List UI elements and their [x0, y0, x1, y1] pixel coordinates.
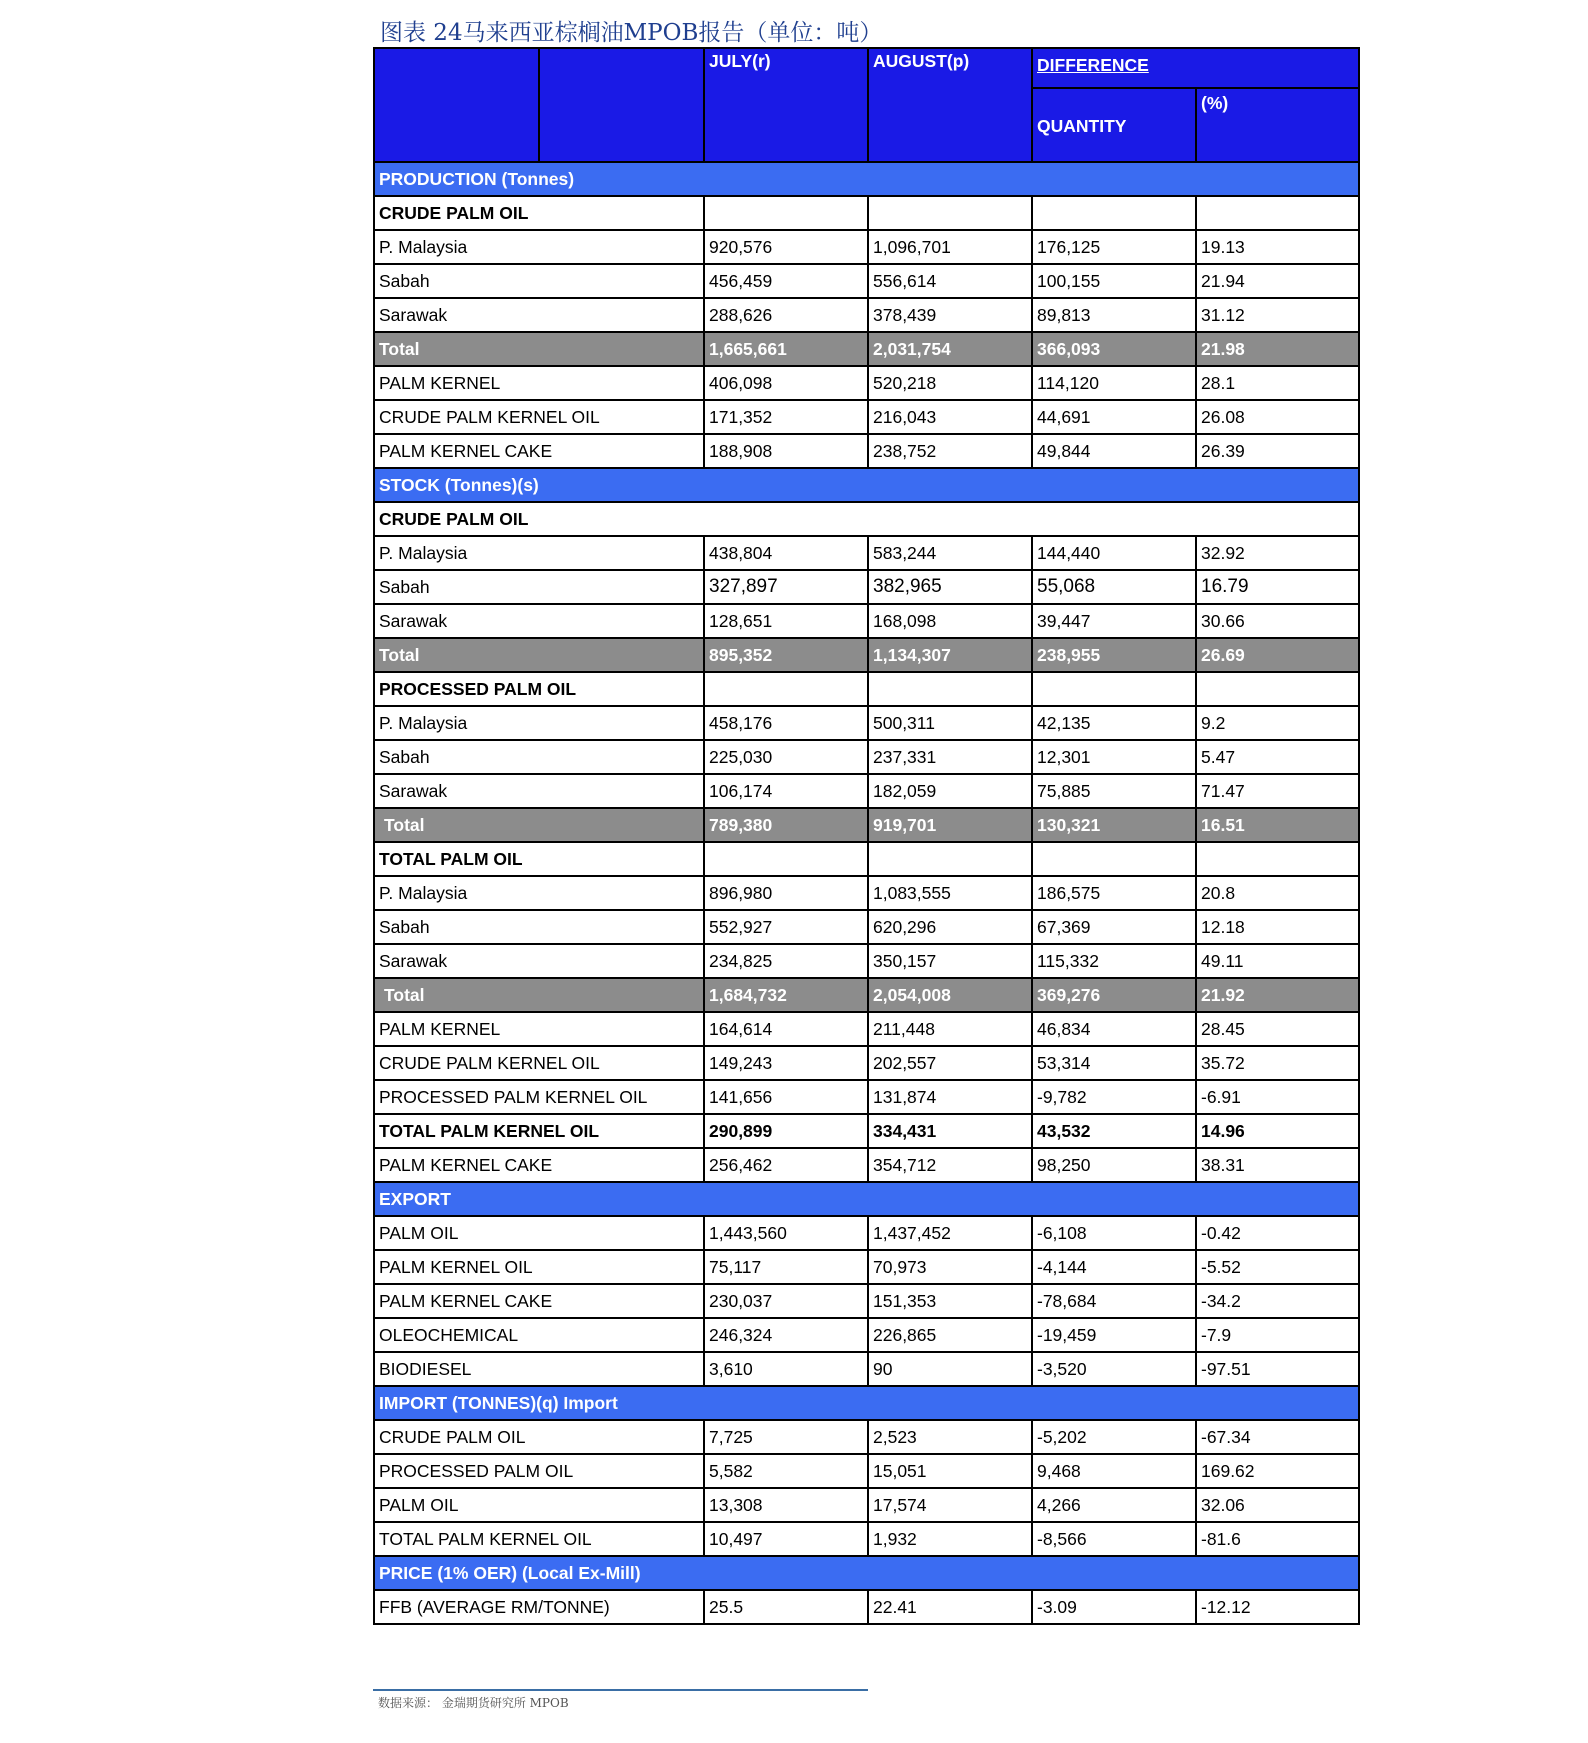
table-row	[374, 1420, 1359, 1454]
value-august: 382,965	[868, 570, 1032, 604]
value-august: 90	[868, 1352, 1032, 1386]
value-august	[868, 196, 1032, 230]
value-diff-quantity: -78,684	[1032, 1284, 1196, 1318]
value-august	[868, 672, 1032, 706]
value-diff-percent: 169.62	[1196, 1454, 1359, 1488]
value-diff-percent: 9.2	[1196, 706, 1359, 740]
value-august: 237,331	[868, 740, 1032, 774]
header-difference-label: DIFFERENCE	[1037, 55, 1149, 75]
header-row-top	[374, 48, 1359, 88]
table-row	[374, 1284, 1359, 1318]
value-july: 789,380	[704, 808, 868, 842]
section-row	[374, 468, 1359, 502]
value-diff-percent: 30.66	[1196, 604, 1359, 638]
value-august: 520,218	[868, 366, 1032, 400]
value-july: 141,656	[704, 1080, 868, 1114]
row-label: Sabah	[374, 740, 704, 774]
row-label: Sarawak	[374, 604, 704, 638]
value-july: 456,459	[704, 264, 868, 298]
row-label: TOTAL PALM OIL	[374, 842, 704, 876]
value-july: 406,098	[704, 366, 868, 400]
group-row	[374, 196, 1359, 230]
value-diff-quantity: 98,250	[1032, 1148, 1196, 1182]
value-july: 288,626	[704, 298, 868, 332]
value-diff-quantity: -3.09	[1032, 1590, 1196, 1624]
table-row	[374, 944, 1359, 978]
value-august: 15,051	[868, 1454, 1032, 1488]
row-label: Sarawak	[374, 944, 704, 978]
row-label: CRUDE PALM KERNEL OIL	[374, 400, 704, 434]
value-diff-percent: -6.91	[1196, 1080, 1359, 1114]
table-row	[374, 1454, 1359, 1488]
row-label: PALM KERNEL CAKE	[374, 1284, 704, 1318]
value-july: 7,725	[704, 1420, 868, 1454]
row-label: Sarawak	[374, 774, 704, 808]
value-july: 552,927	[704, 910, 868, 944]
value-diff-quantity: 55,068	[1032, 570, 1196, 604]
row-label: P. Malaysia	[374, 876, 704, 910]
row-label: Sabah	[374, 910, 704, 944]
value-july: 458,176	[704, 706, 868, 740]
value-diff-percent: 21.98	[1196, 332, 1359, 366]
row-label: PROCESSED PALM OIL	[374, 672, 704, 706]
value-august: 2,523	[868, 1420, 1032, 1454]
row-label: Total	[374, 808, 704, 842]
group-row	[374, 842, 1359, 876]
header-august: AUGUST(p)	[868, 48, 1032, 162]
row-label: CRUDE PALM OIL	[374, 1420, 704, 1454]
value-july: 10,497	[704, 1522, 868, 1556]
value-diff-quantity: -8,566	[1032, 1522, 1196, 1556]
total-row	[374, 808, 1359, 842]
table-row	[374, 1522, 1359, 1556]
value-july: 25.5	[704, 1590, 868, 1624]
value-august: 182,059	[868, 774, 1032, 808]
section-row	[374, 1182, 1359, 1216]
value-diff-percent: 14.96	[1196, 1114, 1359, 1148]
value-july: 920,576	[704, 230, 868, 264]
mpob-report-table	[373, 47, 1360, 1625]
table-row	[374, 1250, 1359, 1284]
value-july: 225,030	[704, 740, 868, 774]
value-july: 895,352	[704, 638, 868, 672]
section-label: STOCK (Tonnes)(s)	[374, 468, 1359, 502]
table-row	[374, 400, 1359, 434]
table-row	[374, 1012, 1359, 1046]
value-diff-quantity: 366,093	[1032, 332, 1196, 366]
value-july	[704, 842, 868, 876]
row-label: PROCESSED PALM KERNEL OIL	[374, 1080, 704, 1114]
value-diff-percent: 21.94	[1196, 264, 1359, 298]
value-july: 896,980	[704, 876, 868, 910]
row-label: PALM KERNEL CAKE	[374, 434, 704, 468]
row-label: TOTAL PALM KERNEL OIL	[374, 1114, 704, 1148]
value-diff-percent: 16.51	[1196, 808, 1359, 842]
value-diff-quantity: 12,301	[1032, 740, 1196, 774]
value-august: 238,752	[868, 434, 1032, 468]
table-row	[374, 434, 1359, 468]
value-diff-percent: -34.2	[1196, 1284, 1359, 1318]
table-row	[374, 230, 1359, 264]
row-label: PALM KERNEL CAKE	[374, 1148, 704, 1182]
value-diff-percent: 28.45	[1196, 1012, 1359, 1046]
value-august: 1,083,555	[868, 876, 1032, 910]
value-july: 5,582	[704, 1454, 868, 1488]
value-july: 75,117	[704, 1250, 868, 1284]
value-august: 500,311	[868, 706, 1032, 740]
value-august: 151,353	[868, 1284, 1032, 1318]
table-row	[374, 1352, 1359, 1386]
table-row	[374, 264, 1359, 298]
value-august: 334,431	[868, 1114, 1032, 1148]
value-diff-percent: -97.51	[1196, 1352, 1359, 1386]
table-row	[374, 570, 1359, 604]
value-july: 106,174	[704, 774, 868, 808]
table-row	[374, 1488, 1359, 1522]
value-diff-percent	[1196, 196, 1359, 230]
value-diff-percent: 16.79	[1196, 570, 1359, 604]
value-august: 211,448	[868, 1012, 1032, 1046]
value-august: 70,973	[868, 1250, 1032, 1284]
value-august: 354,712	[868, 1148, 1032, 1182]
value-august: 226,865	[868, 1318, 1032, 1352]
value-diff-percent: 26.08	[1196, 400, 1359, 434]
total-row	[374, 978, 1359, 1012]
row-label: BIODIESEL	[374, 1352, 704, 1386]
group-row	[374, 502, 1359, 536]
value-august: 350,157	[868, 944, 1032, 978]
report-title: 图表 24马来西亚棕榈油MPOB报告（单位：吨）	[380, 20, 883, 46]
table-row	[374, 1080, 1359, 1114]
value-august: 1,437,452	[868, 1216, 1032, 1250]
value-july: 1,665,661	[704, 332, 868, 366]
value-july	[704, 196, 868, 230]
value-diff-percent: 21.92	[1196, 978, 1359, 1012]
source-note: 数据来源： 金瑞期货研究所 MPOB	[378, 1696, 569, 1710]
value-july: 290,899	[704, 1114, 868, 1148]
value-diff-percent: 38.31	[1196, 1148, 1359, 1182]
value-august: 168,098	[868, 604, 1032, 638]
mpob-report-table-container	[373, 47, 1358, 1625]
value-diff-quantity: 43,532	[1032, 1114, 1196, 1148]
value-diff-quantity: 44,691	[1032, 400, 1196, 434]
value-diff-quantity: -4,144	[1032, 1250, 1196, 1284]
value-diff-quantity	[1032, 672, 1196, 706]
table-row	[374, 1216, 1359, 1250]
value-august: 2,031,754	[868, 332, 1032, 366]
value-diff-quantity: 46,834	[1032, 1012, 1196, 1046]
value-diff-quantity: 42,135	[1032, 706, 1196, 740]
table-row	[374, 774, 1359, 808]
table-row	[374, 876, 1359, 910]
table-row	[374, 604, 1359, 638]
table-row	[374, 910, 1359, 944]
section-label: EXPORT	[374, 1182, 1359, 1216]
table-row	[374, 740, 1359, 774]
row-label: P. Malaysia	[374, 706, 704, 740]
value-diff-percent: 71.47	[1196, 774, 1359, 808]
row-label: PALM KERNEL	[374, 1012, 704, 1046]
value-august: 919,701	[868, 808, 1032, 842]
value-august: 1,932	[868, 1522, 1032, 1556]
value-diff-quantity: 49,844	[1032, 434, 1196, 468]
value-diff-percent: -81.6	[1196, 1522, 1359, 1556]
row-label: P. Malaysia	[374, 230, 704, 264]
row-label: PALM OIL	[374, 1216, 704, 1250]
value-diff-quantity: 39,447	[1032, 604, 1196, 638]
value-diff-percent: -0.42	[1196, 1216, 1359, 1250]
value-diff-quantity: 53,314	[1032, 1046, 1196, 1080]
value-diff-quantity: 369,276	[1032, 978, 1196, 1012]
value-august: 583,244	[868, 536, 1032, 570]
value-diff-percent: 31.12	[1196, 298, 1359, 332]
value-diff-percent: 20.8	[1196, 876, 1359, 910]
value-july: 3,610	[704, 1352, 868, 1386]
header-blank-cell	[374, 48, 539, 162]
value-august: 216,043	[868, 400, 1032, 434]
value-diff-percent: 49.11	[1196, 944, 1359, 978]
row-label: Sarawak	[374, 298, 704, 332]
value-diff-quantity: -3,520	[1032, 1352, 1196, 1386]
value-july: 188,908	[704, 434, 868, 468]
value-july: 230,037	[704, 1284, 868, 1318]
value-august: 22.41	[868, 1590, 1032, 1624]
value-diff-percent: 35.72	[1196, 1046, 1359, 1080]
value-july: 246,324	[704, 1318, 868, 1352]
value-diff-percent: 32.06	[1196, 1488, 1359, 1522]
row-label: TOTAL PALM KERNEL OIL	[374, 1522, 704, 1556]
value-diff-percent	[1196, 672, 1359, 706]
value-diff-quantity: 115,332	[1032, 944, 1196, 978]
row-label: Sabah	[374, 264, 704, 298]
row-label: CRUDE PALM OIL	[374, 196, 704, 230]
value-july: 171,352	[704, 400, 868, 434]
value-august: 1,096,701	[868, 230, 1032, 264]
group-label: CRUDE PALM OIL	[374, 502, 1359, 536]
value-july: 438,804	[704, 536, 868, 570]
value-diff-percent: 26.69	[1196, 638, 1359, 672]
value-diff-percent: 12.18	[1196, 910, 1359, 944]
value-diff-percent: 5.47	[1196, 740, 1359, 774]
value-july: 256,462	[704, 1148, 868, 1182]
value-july: 13,308	[704, 1488, 868, 1522]
table-row	[374, 366, 1359, 400]
row-label: OLEOCHEMICAL	[374, 1318, 704, 1352]
row-label: CRUDE PALM KERNEL OIL	[374, 1046, 704, 1080]
footer-rule	[373, 1689, 868, 1691]
value-july: 234,825	[704, 944, 868, 978]
header-blank-cell	[539, 48, 704, 162]
table-row	[374, 1114, 1359, 1148]
value-diff-quantity: 89,813	[1032, 298, 1196, 332]
total-row	[374, 638, 1359, 672]
value-july	[704, 672, 868, 706]
section-label: IMPORT (TONNES)(q) Import	[374, 1386, 1359, 1420]
value-july: 1,684,732	[704, 978, 868, 1012]
section-row	[374, 162, 1359, 196]
value-diff-percent: 26.39	[1196, 434, 1359, 468]
table-row	[374, 298, 1359, 332]
table-body	[374, 48, 1359, 1624]
value-august: 2,054,008	[868, 978, 1032, 1012]
row-label: Total	[374, 978, 704, 1012]
value-diff-quantity: -5,202	[1032, 1420, 1196, 1454]
value-diff-quantity: -19,459	[1032, 1318, 1196, 1352]
value-july: 327,897	[704, 570, 868, 604]
value-diff-percent: -7.9	[1196, 1318, 1359, 1352]
value-diff-quantity: 176,125	[1032, 230, 1196, 264]
value-diff-quantity: 9,468	[1032, 1454, 1196, 1488]
value-august: 378,439	[868, 298, 1032, 332]
value-august: 202,557	[868, 1046, 1032, 1080]
value-diff-quantity: -9,782	[1032, 1080, 1196, 1114]
section-row	[374, 1386, 1359, 1420]
section-row	[374, 1556, 1359, 1590]
value-diff-quantity: 144,440	[1032, 536, 1196, 570]
row-label: Total	[374, 332, 704, 366]
value-august: 620,296	[868, 910, 1032, 944]
header-percent: (%)	[1196, 88, 1359, 162]
value-diff-quantity: 4,266	[1032, 1488, 1196, 1522]
row-label: Total	[374, 638, 704, 672]
section-label: PRODUCTION (Tonnes)	[374, 162, 1359, 196]
value-diff-quantity	[1032, 196, 1196, 230]
value-diff-quantity: 67,369	[1032, 910, 1196, 944]
table-row	[374, 1148, 1359, 1182]
table-row	[374, 536, 1359, 570]
value-diff-quantity	[1032, 842, 1196, 876]
row-label: PALM OIL	[374, 1488, 704, 1522]
section-label: PRICE (1% OER) (Local Ex-Mill)	[374, 1556, 1359, 1590]
value-august	[868, 842, 1032, 876]
value-august: 17,574	[868, 1488, 1032, 1522]
value-diff-percent: -67.34	[1196, 1420, 1359, 1454]
value-diff-quantity: 75,885	[1032, 774, 1196, 808]
value-diff-percent: 28.1	[1196, 366, 1359, 400]
table-row	[374, 706, 1359, 740]
header-july: JULY(r)	[704, 48, 868, 162]
value-diff-quantity: 238,955	[1032, 638, 1196, 672]
total-row	[374, 332, 1359, 366]
row-label: PALM KERNEL	[374, 366, 704, 400]
value-diff-percent: -5.52	[1196, 1250, 1359, 1284]
value-diff-quantity: 130,321	[1032, 808, 1196, 842]
value-diff-percent: 19.13	[1196, 230, 1359, 264]
header-quantity: QUANTITY	[1032, 88, 1196, 162]
group-row	[374, 672, 1359, 706]
value-july: 1,443,560	[704, 1216, 868, 1250]
table-row	[374, 1318, 1359, 1352]
value-diff-percent	[1196, 842, 1359, 876]
value-diff-quantity: 114,120	[1032, 366, 1196, 400]
table-row	[374, 1046, 1359, 1080]
value-july: 128,651	[704, 604, 868, 638]
value-july: 164,614	[704, 1012, 868, 1046]
row-label: PROCESSED PALM OIL	[374, 1454, 704, 1488]
row-label: PALM KERNEL OIL	[374, 1250, 704, 1284]
header-difference	[1032, 48, 1359, 88]
value-diff-percent: 32.92	[1196, 536, 1359, 570]
value-august: 556,614	[868, 264, 1032, 298]
value-july: 149,243	[704, 1046, 868, 1080]
table-row	[374, 1590, 1359, 1624]
value-diff-quantity: 100,155	[1032, 264, 1196, 298]
value-august: 131,874	[868, 1080, 1032, 1114]
row-label: P. Malaysia	[374, 536, 704, 570]
row-label: Sabah	[374, 570, 704, 604]
row-label: FFB (AVERAGE RM/TONNE)	[374, 1590, 704, 1624]
value-august: 1,134,307	[868, 638, 1032, 672]
value-diff-quantity: -6,108	[1032, 1216, 1196, 1250]
value-diff-quantity: 186,575	[1032, 876, 1196, 910]
value-diff-percent: -12.12	[1196, 1590, 1359, 1624]
